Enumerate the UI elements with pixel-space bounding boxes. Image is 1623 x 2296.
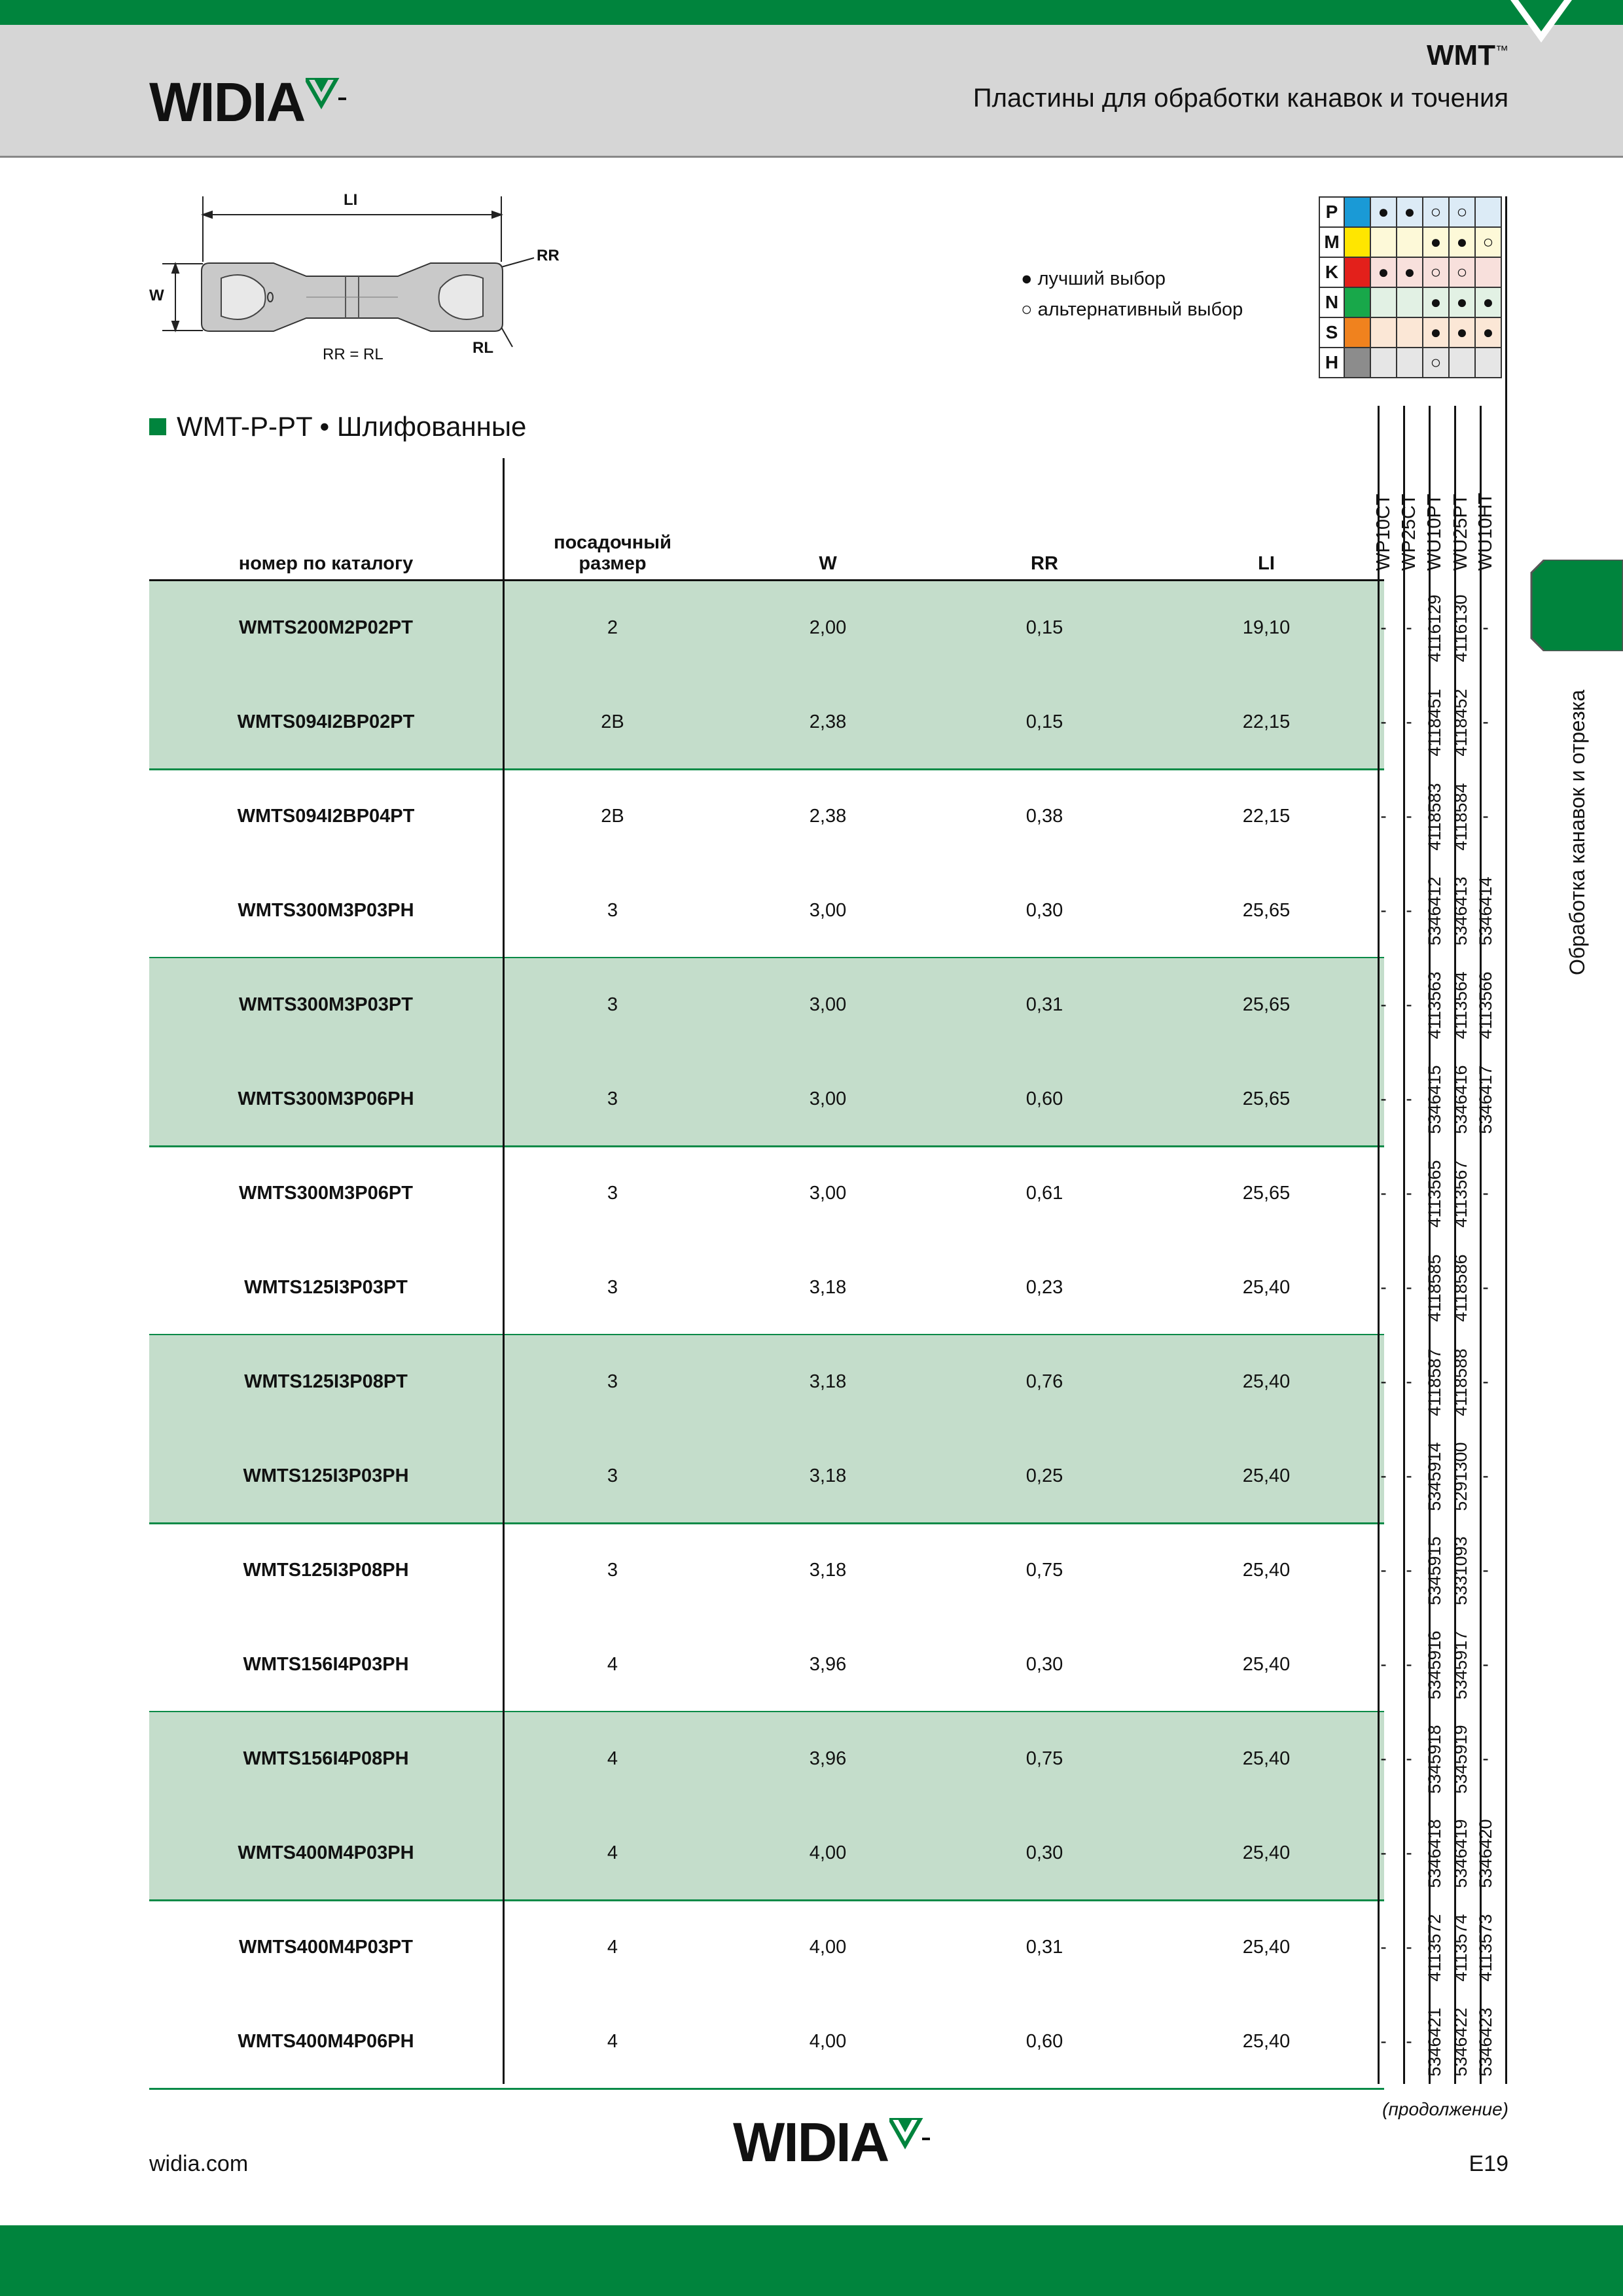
iso-mark bbox=[1397, 287, 1423, 317]
grade-header-wu25pt: WU25PT bbox=[1450, 493, 1471, 571]
code-dash: - bbox=[1406, 1371, 1412, 1391]
cell-li: 25,65 bbox=[1242, 900, 1291, 921]
order-code: 4118587 bbox=[1425, 1348, 1444, 1416]
iso-mark: ● bbox=[1370, 257, 1397, 287]
section-bullet-icon bbox=[149, 418, 166, 435]
iso-mark: ● bbox=[1475, 317, 1501, 348]
code-dash: - bbox=[1380, 1560, 1387, 1580]
code-dash: - bbox=[1482, 1748, 1489, 1768]
cell-catalog: WMTS094I2BP02PT bbox=[237, 711, 415, 732]
order-code: 4113573 bbox=[1476, 1914, 1495, 1982]
cell-w: 3,96 bbox=[809, 1748, 847, 1769]
cell-w: 2,38 bbox=[809, 806, 847, 827]
header-seat-line1: посадочный bbox=[554, 532, 671, 553]
code-dash: - bbox=[1380, 994, 1387, 1014]
header-w: W bbox=[819, 553, 837, 574]
cell-seat: 3 bbox=[607, 994, 618, 1015]
bottom-band bbox=[0, 2225, 1623, 2296]
iso-mark bbox=[1370, 287, 1397, 317]
cell-catalog: WMTS300M3P06PH bbox=[238, 1088, 414, 1109]
widia-triangle-icon bbox=[306, 78, 351, 117]
continued-note: (продолжение) bbox=[1382, 2099, 1508, 2119]
code-dash: - bbox=[1380, 1277, 1387, 1297]
cell-w: 3,00 bbox=[809, 1088, 847, 1109]
iso-mark bbox=[1475, 257, 1501, 287]
cell-seat: 3 bbox=[607, 1277, 618, 1298]
code-dash: - bbox=[1406, 1748, 1412, 1768]
footer-url[interactable]: widia.com bbox=[149, 2151, 249, 2176]
section-title bbox=[149, 411, 526, 442]
cell-w: 4,00 bbox=[809, 2031, 847, 2052]
code-dash: - bbox=[1380, 1748, 1387, 1768]
code-dash: - bbox=[1380, 806, 1387, 826]
iso-letter: P bbox=[1319, 197, 1344, 227]
row-separator bbox=[149, 1145, 1384, 1147]
order-code: 4116129 bbox=[1425, 594, 1444, 662]
cell-w: 3,18 bbox=[809, 1371, 847, 1392]
page-title: WMT™ bbox=[1426, 39, 1508, 71]
iso-material-table bbox=[1319, 196, 1502, 378]
code-dash: - bbox=[1380, 1654, 1387, 1674]
order-code: 4113564 bbox=[1451, 971, 1471, 1039]
cell-seat: 3 bbox=[607, 1371, 618, 1392]
grade-header-wp10ct: WP10CT bbox=[1373, 493, 1394, 571]
cell-w: 3,00 bbox=[809, 994, 847, 1015]
iso-letter: N bbox=[1319, 287, 1344, 317]
column-rule bbox=[1505, 196, 1507, 2084]
iso-row-h bbox=[1319, 348, 1501, 378]
code-dash: - bbox=[1380, 711, 1387, 732]
cell-seat: 3 bbox=[607, 1560, 618, 1581]
order-code: 4113565 bbox=[1425, 1160, 1444, 1228]
cell-li: 19,10 bbox=[1242, 617, 1291, 638]
code-dash: - bbox=[1380, 1465, 1387, 1486]
side-tab-label: Обработка канавок и отрезка bbox=[1565, 689, 1589, 975]
iso-mark: ○ bbox=[1475, 227, 1501, 257]
order-code: 4113572 bbox=[1425, 1914, 1444, 1982]
cell-w: 3,18 bbox=[809, 1277, 847, 1298]
cell-seat: 4 bbox=[607, 1748, 618, 1769]
order-code: 5345918 bbox=[1425, 1725, 1444, 1794]
drawing-rr-label: RR bbox=[537, 247, 560, 264]
iso-mark: ○ bbox=[1449, 257, 1475, 287]
cell-seat: 3 bbox=[607, 900, 618, 921]
code-dash: - bbox=[1406, 1277, 1412, 1297]
code-dash: - bbox=[1380, 1937, 1387, 1957]
cell-catalog: WMTS156I4P03PH bbox=[243, 1654, 409, 1675]
cell-rr: 0,61 bbox=[1026, 1183, 1063, 1204]
iso-letter: H bbox=[1319, 348, 1344, 378]
cell-li: 25,65 bbox=[1242, 1183, 1291, 1204]
iso-mark: ● bbox=[1370, 197, 1397, 227]
cell-catalog: WMTS125I3P08PT bbox=[244, 1371, 408, 1392]
code-dash: - bbox=[1406, 1560, 1412, 1580]
cell-catalog: WMTS400M4P06PH bbox=[238, 2031, 414, 2052]
cell-w: 4,00 bbox=[809, 1937, 847, 1958]
iso-mark: ● bbox=[1397, 197, 1423, 227]
header-rr: RR bbox=[1031, 553, 1058, 574]
cell-w: 3,96 bbox=[809, 1654, 847, 1675]
logo-text: WIDIA bbox=[149, 71, 305, 133]
iso-mark: ● bbox=[1423, 287, 1449, 317]
cell-catalog: WMTS400M4P03PT bbox=[239, 1937, 413, 1958]
cell-catalog: WMTS300M3P06PT bbox=[239, 1183, 413, 1204]
iso-letter: M bbox=[1319, 227, 1344, 257]
cell-rr: 0,15 bbox=[1026, 711, 1063, 732]
code-dash: - bbox=[1482, 1371, 1489, 1391]
cell-catalog: WMTS094I2BP04PT bbox=[237, 806, 415, 827]
cell-rr: 0,30 bbox=[1026, 900, 1063, 921]
code-dash: - bbox=[1406, 1842, 1412, 1863]
cell-seat: 4 bbox=[607, 2031, 618, 2052]
cell-w: 3,18 bbox=[809, 1465, 847, 1486]
cell-li: 25,40 bbox=[1242, 2031, 1291, 2052]
cell-li: 25,40 bbox=[1242, 1277, 1291, 1298]
cell-li: 25,40 bbox=[1242, 1748, 1291, 1769]
column-rule bbox=[1403, 406, 1405, 2084]
column-rule bbox=[503, 458, 505, 2084]
cell-catalog: WMTS125I3P03PT bbox=[244, 1277, 408, 1298]
cell-w: 3,00 bbox=[809, 1183, 847, 1204]
iso-color-swatch bbox=[1344, 197, 1370, 227]
cell-w: 4,00 bbox=[809, 1842, 847, 1863]
code-dash: - bbox=[1406, 617, 1412, 637]
row-separator bbox=[149, 1522, 1384, 1524]
code-dash: - bbox=[1380, 1842, 1387, 1863]
cell-rr: 0,75 bbox=[1026, 1748, 1063, 1769]
header-notch-icon bbox=[1499, 0, 1584, 52]
order-code: 4118585 bbox=[1425, 1254, 1444, 1322]
column-rule bbox=[1378, 406, 1380, 2084]
order-code: 5346421 bbox=[1425, 2007, 1444, 2077]
cell-w: 3,00 bbox=[809, 900, 847, 921]
cell-seat: 2 bbox=[607, 617, 618, 638]
iso-mark: ● bbox=[1423, 227, 1449, 257]
cell-li: 25,40 bbox=[1242, 1842, 1291, 1863]
drawing-w-label: W bbox=[149, 287, 164, 304]
iso-color-swatch bbox=[1344, 348, 1370, 378]
cell-rr: 0,23 bbox=[1026, 1277, 1063, 1298]
grade-header-wu10pt: WU10PT bbox=[1424, 493, 1445, 571]
iso-color-swatch bbox=[1344, 317, 1370, 348]
order-code: 4118588 bbox=[1451, 1348, 1471, 1416]
code-dash: - bbox=[1482, 1560, 1489, 1580]
code-dash: - bbox=[1380, 900, 1387, 920]
iso-mark: ○ bbox=[1449, 197, 1475, 227]
order-code: 5346414 bbox=[1476, 876, 1495, 946]
cell-seat: 4 bbox=[607, 1937, 618, 1958]
iso-mark bbox=[1475, 197, 1501, 227]
cell-catalog: WMTS200M2P02PT bbox=[239, 617, 413, 638]
order-code: 4118583 bbox=[1425, 783, 1444, 851]
cell-rr: 0,30 bbox=[1026, 1654, 1063, 1675]
legend-best: ● лучший выбор bbox=[1021, 268, 1166, 289]
cell-w: 2,38 bbox=[809, 711, 847, 732]
order-code: 5291300 bbox=[1451, 1442, 1471, 1511]
iso-mark bbox=[1449, 348, 1475, 378]
order-code: 5345914 bbox=[1425, 1442, 1444, 1511]
iso-mark bbox=[1370, 227, 1397, 257]
cell-li: 25,40 bbox=[1242, 1465, 1291, 1486]
widia-triangle-icon bbox=[889, 2118, 935, 2157]
code-dash: - bbox=[1482, 1654, 1489, 1674]
cell-catalog: WMTS125I3P03PH bbox=[243, 1465, 409, 1486]
iso-mark: ● bbox=[1397, 257, 1423, 287]
iso-row-n bbox=[1319, 287, 1501, 317]
iso-mark bbox=[1370, 348, 1397, 378]
iso-mark: ○ bbox=[1423, 257, 1449, 287]
page-subtitle: Пластины для обработки канавок и точения bbox=[972, 84, 1508, 113]
order-code: 5346419 bbox=[1451, 1819, 1471, 1888]
chapter-tab bbox=[1518, 560, 1623, 651]
order-code: 5345916 bbox=[1425, 1630, 1444, 1700]
code-dash: - bbox=[1380, 1183, 1387, 1203]
cell-catalog: WMTS125I3P08PH bbox=[243, 1560, 409, 1581]
iso-mark bbox=[1475, 348, 1501, 378]
code-dash: - bbox=[1482, 617, 1489, 637]
header-rule bbox=[149, 579, 1384, 581]
cell-li: 22,15 bbox=[1242, 711, 1291, 732]
code-dash: - bbox=[1380, 617, 1387, 637]
row-band bbox=[149, 1335, 1384, 1524]
iso-mark bbox=[1397, 227, 1423, 257]
cell-rr: 0,31 bbox=[1026, 994, 1063, 1015]
code-dash: - bbox=[1482, 1183, 1489, 1203]
code-dash: - bbox=[1406, 806, 1412, 826]
drawing-li-label: LI bbox=[344, 191, 358, 209]
cell-seat: 3 bbox=[607, 1183, 618, 1204]
cell-rr: 0,60 bbox=[1026, 2031, 1063, 2052]
iso-mark: ● bbox=[1475, 287, 1501, 317]
top-band bbox=[0, 0, 1623, 25]
cell-rr: 0,30 bbox=[1026, 1842, 1063, 1863]
order-code: 4113566 bbox=[1476, 971, 1495, 1039]
page-number: E19 bbox=[1469, 2151, 1508, 2176]
order-code: 5345917 bbox=[1451, 1630, 1471, 1700]
code-dash: - bbox=[1380, 1371, 1387, 1391]
order-code: 4113563 bbox=[1425, 971, 1444, 1039]
cell-rr: 0,38 bbox=[1026, 806, 1063, 827]
code-dash: - bbox=[1380, 2031, 1387, 2051]
iso-row-s bbox=[1319, 317, 1501, 348]
code-dash: - bbox=[1482, 1277, 1489, 1297]
order-code: 5346413 bbox=[1451, 876, 1471, 946]
code-dash: - bbox=[1406, 711, 1412, 732]
legend-alternative: ○ альтернативный выбор bbox=[1021, 299, 1243, 320]
footer-logo bbox=[733, 2111, 935, 2174]
order-code: 4113567 bbox=[1451, 1160, 1471, 1228]
cell-catalog: WMTS400M4P03PH bbox=[238, 1842, 414, 1863]
header-li: LI bbox=[1258, 553, 1275, 574]
code-dash: - bbox=[1406, 1654, 1412, 1674]
cell-seat: 3 bbox=[607, 1088, 618, 1109]
order-code: 5346415 bbox=[1425, 1065, 1444, 1134]
order-code: 5345919 bbox=[1451, 1725, 1471, 1794]
cell-w: 2,00 bbox=[809, 617, 847, 638]
cell-seat: 3 bbox=[607, 1465, 618, 1486]
cell-li: 22,15 bbox=[1242, 806, 1291, 827]
drawing-rl-label: RL bbox=[473, 339, 493, 357]
header-seat-line2: размер bbox=[579, 553, 647, 574]
cell-li: 25,65 bbox=[1242, 1088, 1291, 1109]
row-separator bbox=[149, 2088, 1384, 2090]
grade-header-wp25ct: WP25CT bbox=[1399, 493, 1419, 571]
row-band bbox=[149, 958, 1384, 1147]
order-code: 4116130 bbox=[1451, 594, 1471, 662]
iso-mark: ● bbox=[1449, 227, 1475, 257]
row-band bbox=[149, 581, 1384, 770]
cell-w: 3,18 bbox=[809, 1560, 847, 1581]
code-dash: - bbox=[1482, 1465, 1489, 1486]
cell-rr: 0,75 bbox=[1026, 1560, 1063, 1581]
section-title-text: WMT-P-PT • Шлифованные bbox=[177, 411, 527, 442]
iso-letter: S bbox=[1319, 317, 1344, 348]
iso-color-swatch bbox=[1344, 287, 1370, 317]
cell-li: 25,65 bbox=[1242, 994, 1291, 1015]
order-code: 4113574 bbox=[1451, 1914, 1471, 1982]
iso-mark bbox=[1397, 348, 1423, 378]
order-code: 5346417 bbox=[1476, 1065, 1495, 1134]
row-separator bbox=[149, 768, 1384, 770]
cell-catalog: WMTS156I4P08PH bbox=[243, 1748, 409, 1769]
iso-row-k bbox=[1319, 257, 1501, 287]
code-dash: - bbox=[1406, 1465, 1412, 1486]
cell-li: 25,40 bbox=[1242, 1560, 1291, 1581]
footer-logo-text: WIDIA bbox=[733, 2111, 889, 2173]
order-code: 5346416 bbox=[1451, 1065, 1471, 1134]
iso-color-swatch bbox=[1344, 227, 1370, 257]
iso-mark: ● bbox=[1423, 317, 1449, 348]
order-code: 4118584 bbox=[1451, 783, 1471, 851]
order-code: 5346423 bbox=[1476, 2007, 1495, 2077]
order-code: 4118586 bbox=[1451, 1254, 1471, 1322]
cell-li: 25,40 bbox=[1242, 1654, 1291, 1675]
iso-mark: ○ bbox=[1423, 197, 1449, 227]
iso-mark: ○ bbox=[1423, 348, 1449, 378]
code-dash: - bbox=[1406, 2031, 1412, 2051]
header-logo bbox=[149, 71, 351, 134]
cell-li: 25,40 bbox=[1242, 1937, 1291, 1958]
iso-mark bbox=[1397, 317, 1423, 348]
iso-letter: K bbox=[1319, 257, 1344, 287]
cell-seat: 2B bbox=[601, 806, 624, 827]
cell-li: 25,40 bbox=[1242, 1371, 1291, 1392]
order-code: 5346422 bbox=[1451, 2007, 1471, 2077]
cell-rr: 0,31 bbox=[1026, 1937, 1063, 1958]
order-code: 5346412 bbox=[1425, 876, 1444, 946]
cell-seat: 4 bbox=[607, 1654, 618, 1675]
iso-color-swatch bbox=[1344, 257, 1370, 287]
code-dash: - bbox=[1406, 1088, 1412, 1109]
grade-header-wu10ht: WU10HT bbox=[1475, 492, 1496, 571]
iso-mark bbox=[1370, 317, 1397, 348]
order-code: 4118451 bbox=[1425, 689, 1444, 757]
order-code: 5345915 bbox=[1425, 1536, 1444, 1605]
row-separator bbox=[149, 1899, 1384, 1901]
cell-seat: 2B bbox=[601, 711, 624, 732]
order-code: 5331093 bbox=[1451, 1536, 1471, 1605]
cell-rr: 0,76 bbox=[1026, 1371, 1063, 1392]
code-dash: - bbox=[1406, 1183, 1412, 1203]
cell-rr: 0,25 bbox=[1026, 1465, 1063, 1486]
row-band bbox=[149, 1712, 1384, 1901]
cell-catalog: WMTS300M3P03PT bbox=[239, 994, 413, 1015]
iso-row-m bbox=[1319, 227, 1501, 257]
order-code: 4118452 bbox=[1451, 689, 1471, 757]
code-dash: - bbox=[1406, 1937, 1412, 1957]
order-code: 5346418 bbox=[1425, 1819, 1444, 1888]
cell-catalog: WMTS300M3P03PH bbox=[238, 900, 414, 921]
order-code: 5346420 bbox=[1476, 1819, 1495, 1888]
code-dash: - bbox=[1482, 806, 1489, 826]
iso-mark: ● bbox=[1449, 317, 1475, 348]
code-dash: - bbox=[1482, 711, 1489, 732]
code-dash: - bbox=[1406, 900, 1412, 920]
drawing-note: RR = RL bbox=[323, 346, 383, 363]
cell-rr: 0,15 bbox=[1026, 617, 1063, 638]
code-dash: - bbox=[1406, 994, 1412, 1014]
cell-seat: 4 bbox=[607, 1842, 618, 1863]
iso-mark: ● bbox=[1449, 287, 1475, 317]
code-dash: - bbox=[1380, 1088, 1387, 1109]
cell-rr: 0,60 bbox=[1026, 1088, 1063, 1109]
header-catalog: номер по каталогу bbox=[238, 553, 414, 574]
iso-row-p bbox=[1319, 197, 1501, 227]
